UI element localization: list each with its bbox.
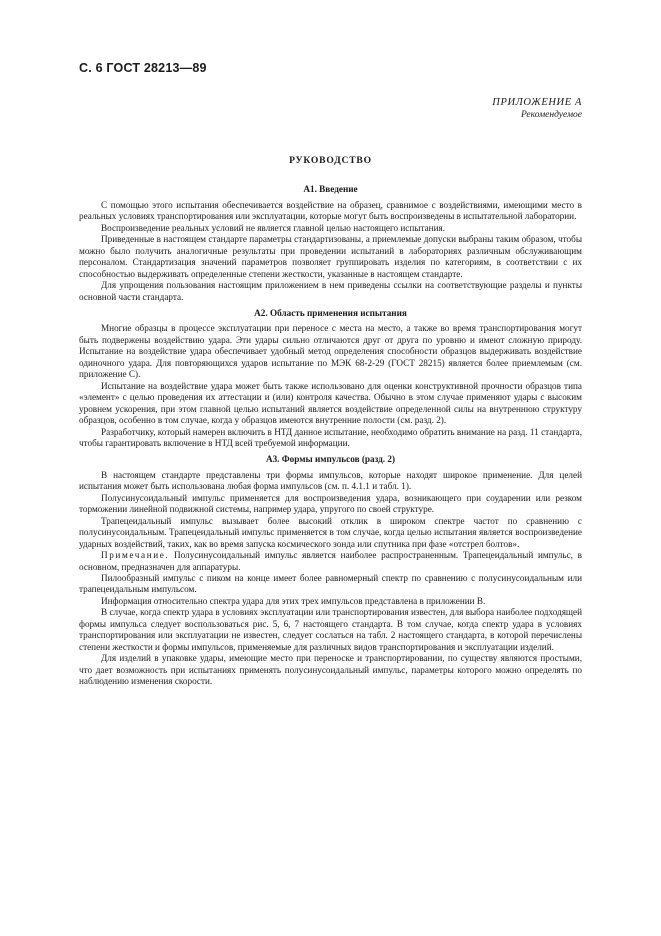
section-a3-heading: А3. Формы импульсов (разд. 2): [265, 454, 396, 465]
note-label: Примечание.: [101, 550, 170, 561]
document-body: [79, 155, 582, 687]
paragraph: Для упрощения пользования настоящим приложением в нем приведены ссылки на соответствующие разделы и пункты основной части стандарта.: [79, 280, 582, 302]
appendix-status: Рекомендуемое: [520, 110, 582, 120]
note-text: Полусинусоидальный импульс является наиболее распространенным. Трапецеидальный импульс, в основном, предназначен для аппаратуры.: [79, 550, 582, 572]
document-title: РУКОВОДСТВО: [289, 155, 372, 166]
paragraph: В случае, когда спектр удара в условиях эксплуатации или транспортирования известен, для выбора наиболее подходящей формы импульса следует воспользоваться рис. 5, 6, 7 настоящего стандарта. В том случае, когда спектр удара в условиях транспортирования или эксплуатации не известен, следует сослаться на табл. 2 настоящего стандарта, в которой перечислены степени жесткости и формы импульсов, применяемые для различных видов транспортирования и эксплуатации изделий.: [79, 607, 582, 652]
paragraph: В настоящем стандарте представлены три формы импульсов, которые находят широкое применение. Для целей испытания может быть использована любая форма импульсов (см. п. 4.1.1 и табл. 1).: [79, 469, 582, 492]
paragraph: Разработчику, который намерен включить в НТД данное испытание, необходимо обратить внимание на разд. 11 стандарта, чтобы гарантировать включение в НТД всей требуемой информации.: [79, 426, 582, 448]
paragraph: Для изделий в упаковке удары, имеющие место при переноске и транспортировании, по существу являются простыми, что дает возможность при испытаниях применять полусинусоидальный импульс, параметры которого можно определять по наблюдению изменения скорости.: [79, 653, 582, 687]
paragraph: Пилообразный импульс с пиком на конце имеет более равномерный спектр по сравнению с полусинусоидальным или трапецеидальным импульсом.: [79, 572, 582, 595]
paragraph: Испытание на воздействие удара может быть также использовано для оценки конструктивной прочности образцов типа «элемент» с целью проведения их аттестации и (или) контроля качества. Обычно в этом случае применяют удары с высоким уровнем ускорения, при этом главной целью испытаний является воздействие определенной силы на внутреннюю структуру образцов, особенно в том случае, когда у образцов имеются внутренние полости (см. разд. 2).: [79, 380, 582, 426]
page-header: С. 6 ГОСТ 28213—89: [79, 61, 207, 75]
appendix-label-block: [492, 96, 582, 122]
paragraph: С помощью этого испытания обеспечивается воздействие на образец, сравнимое с воздействиями, имеющими место в реальных условиях транспортирования или эксплуатации, которые могут быть воспроизведены в испытательной лаборатории.: [79, 199, 582, 222]
paragraph: Полусинусоидальный импульс применяется для воспроизведения удара, возникающего при соударении или резком торможении линейной подвижной системы, например удара, упругого по своей структуре.: [79, 492, 582, 515]
note: [79, 550, 582, 573]
paragraph: Трапецеидальный импульс вызывает более высокий отклик в широком спектре частот по сравнению с полусинусоидальным. Трапецеидальный импульс применяется в том случае, когда целью испытания является воспроизведение ударных воздействий, таких, как во время запуска космического зонда или спутника при фазе «отстрел болтов».: [79, 515, 582, 549]
paragraph: Многие образцы в процессе эксплуатации при переносе с места на место, а также во время транспортирования могут быть подвержены воздействию удара. Эти удары сильно отличаются друг от друга по уровню и имеют сложную природу. Испытание на воздействие удара обеспечивает удобный метод определения способности образцов выдерживать воздействие одиночного удара. Для повторяющихся ударов испытание по МЭК 68-2-29 (ГОСТ 28215) является более приемлемым (см. приложение С).: [79, 323, 582, 380]
paragraph: Приведенные в настоящем стандарте параметры стандартизованы, а приемлемые допуски выбраны таким образом, чтобы можно было получить аналогичные результаты при проведении испытаний в лабораториях различным обслуживающим персоналом. Стандартизация значений параметров позволяет группировать изделия по категориям, в соответствии с их способностью выдерживать определенные степени жесткости, указанные в настоящем стандарте.: [79, 234, 582, 279]
appendix-title: ПРИЛОЖЕНИЕ А: [492, 97, 582, 108]
section-a2-heading: А2. Область применения испытания: [254, 307, 407, 318]
section-a1-heading: А1. Введение: [303, 184, 358, 195]
paragraph: Информация относительно спектра удара для этих трех импульсов представлена в приложении В.: [101, 595, 486, 606]
paragraph: Воспроизведение реальных условий не является главной целью настоящего испытания.: [101, 222, 446, 233]
